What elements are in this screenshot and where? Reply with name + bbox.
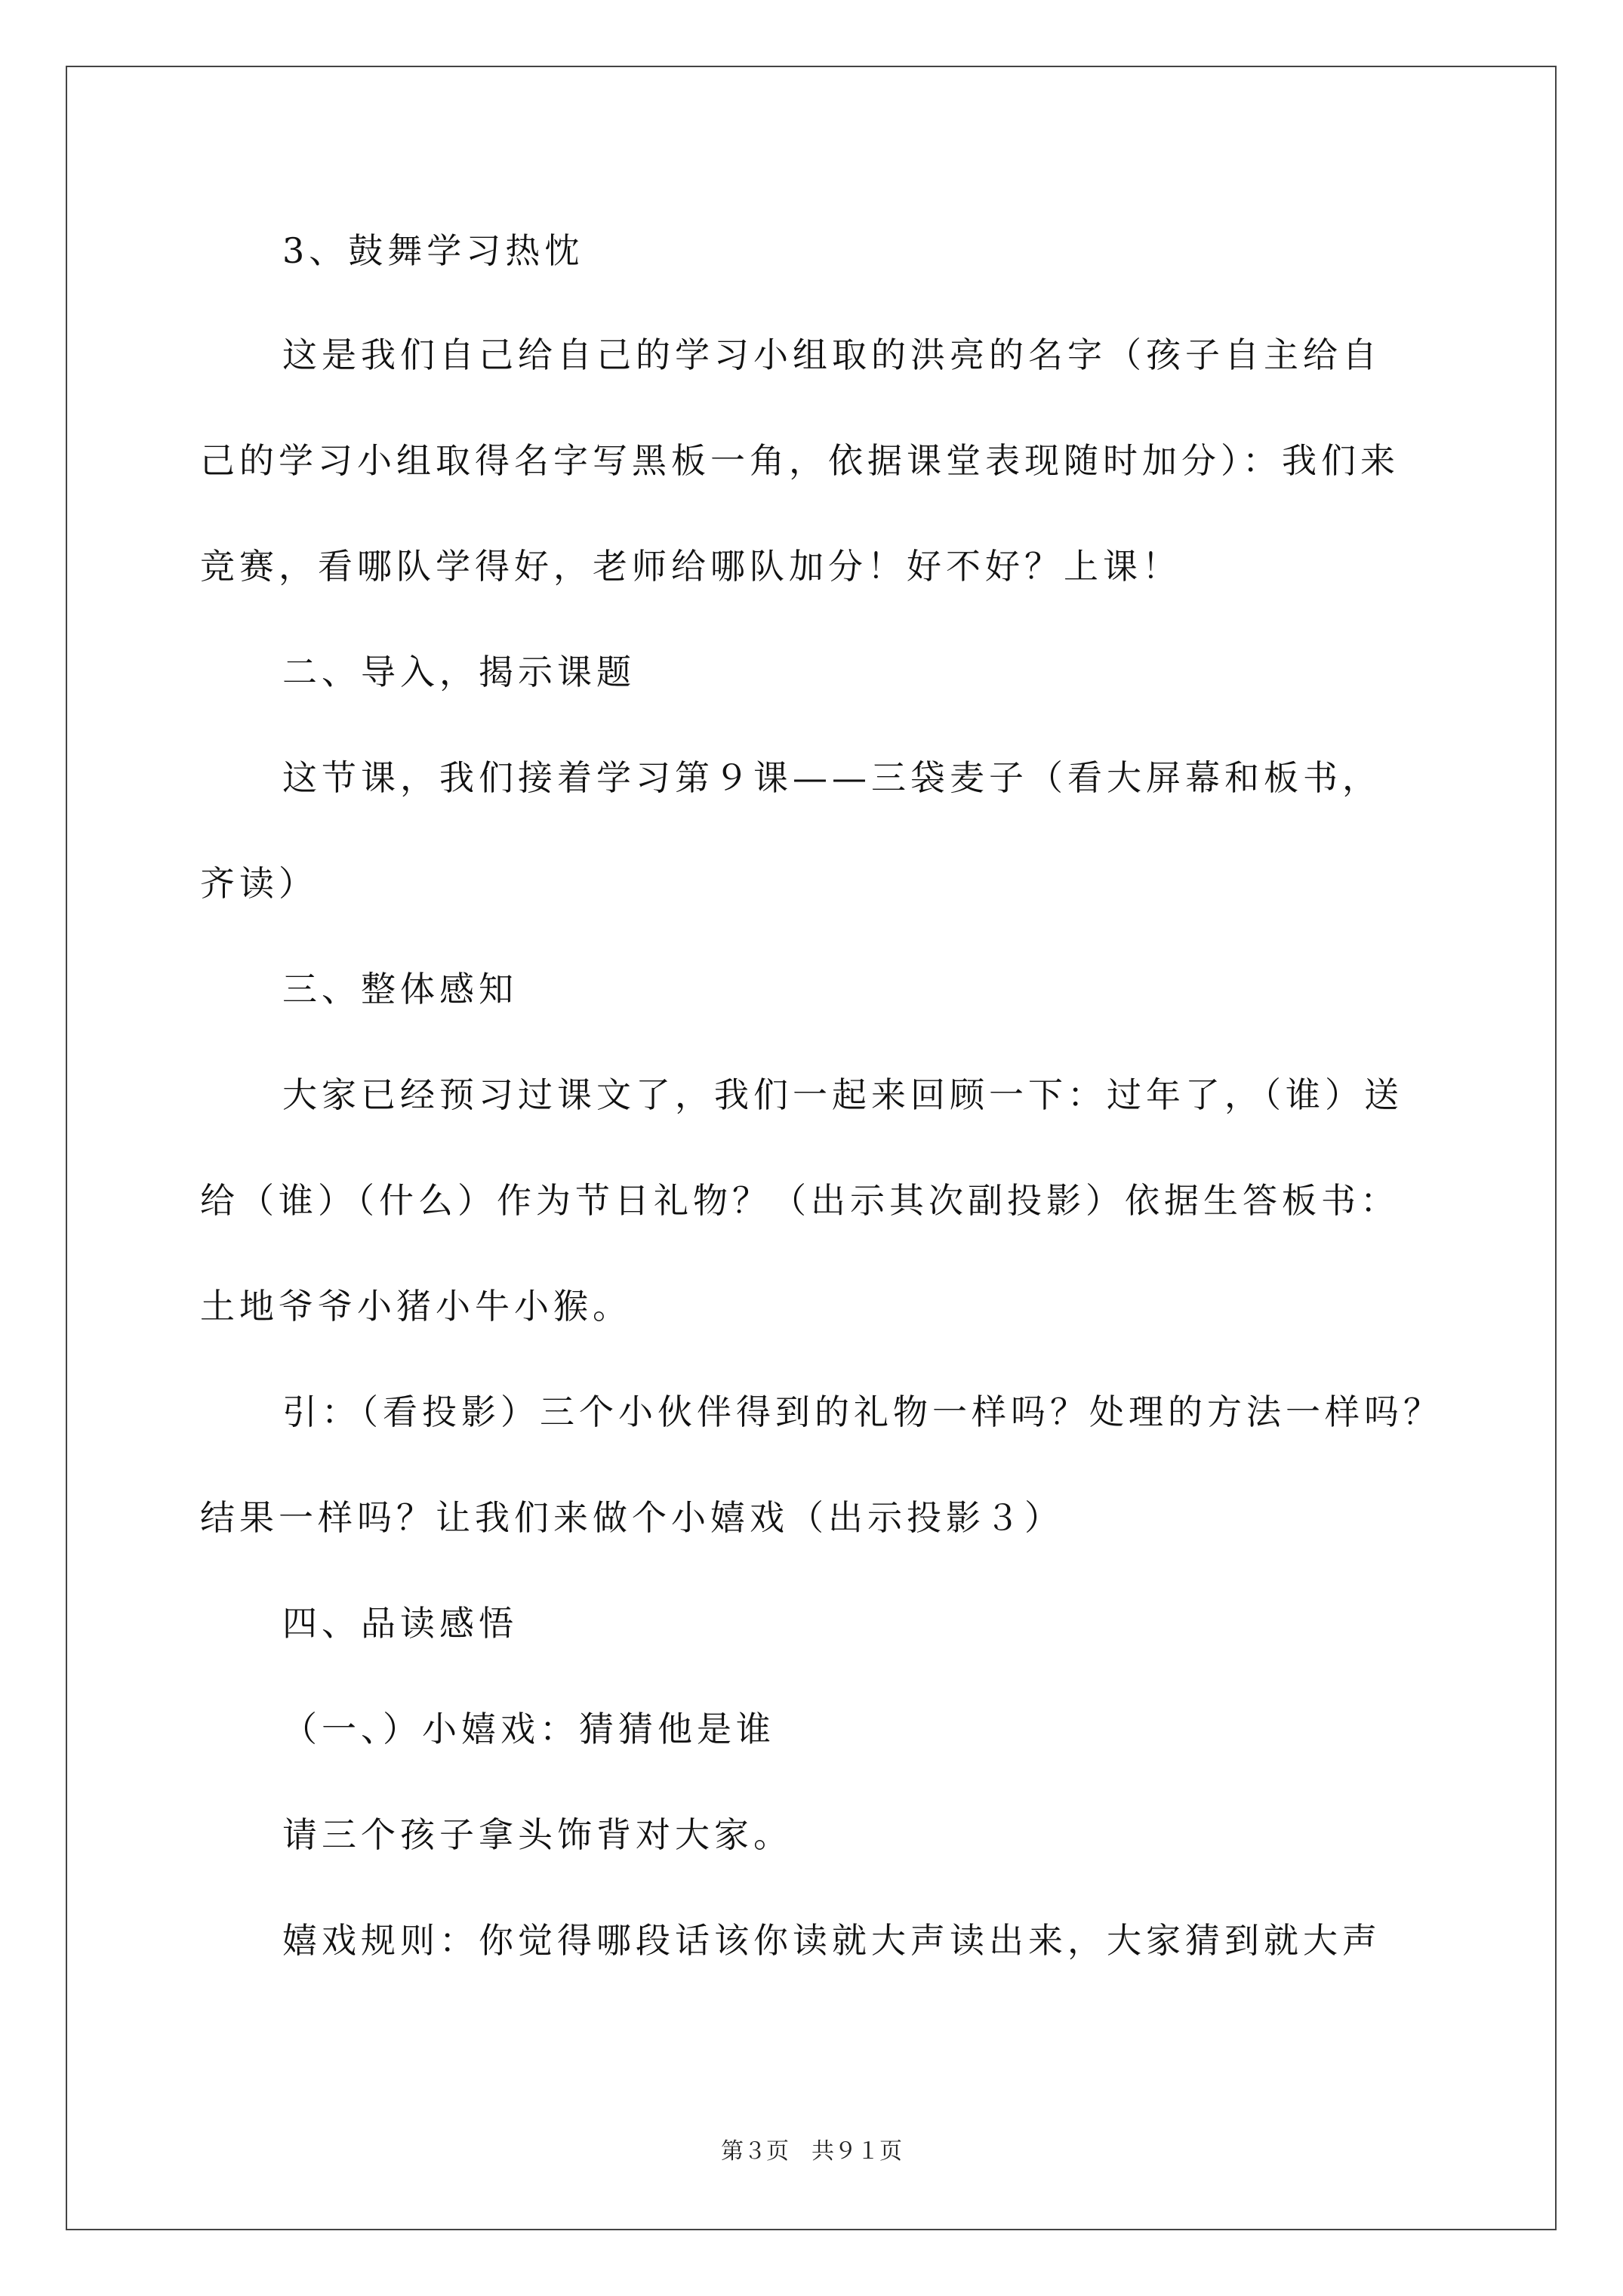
paragraph-line: 土地爷爷小猪小牛小猴。 bbox=[200, 1286, 632, 1327]
paragraph-line: 竞赛，看哪队学得好，老师给哪队加分！好不好？上课！ bbox=[200, 546, 1181, 587]
paragraph-line: 这是我们自己给自己的学习小组取的洪亮的名字（孩子自主给自 bbox=[282, 334, 1381, 375]
page-number: 第３页 共９１页 bbox=[721, 2138, 902, 2165]
section-heading: 3、鼓舞学习热忱 bbox=[282, 230, 584, 271]
paragraph-line: 结果一样吗？让我们来做个小嬉戏（出示投影３） bbox=[200, 1497, 1064, 1538]
section-heading: 二、导入，揭示课题 bbox=[282, 652, 636, 692]
paragraph-line: 大家已经预习过课文了，我们一起来回顾一下：过年了，（谁）送 bbox=[282, 1074, 1403, 1115]
paragraph-line: 齐读） bbox=[200, 863, 318, 904]
paragraph-line: 嬉戏规则：你觉得哪段话该你读就大声读出来，大家猜到就大声 bbox=[282, 1920, 1381, 1961]
page-border bbox=[66, 66, 1557, 2230]
paragraph-line: 请三个孩子拿头饰背对大家。 bbox=[282, 1814, 793, 1855]
paragraph-line: 这节课，我们接着学习第９课——三袋麦子（看大屏幕和板书， bbox=[282, 757, 1381, 798]
subsection-heading: （一、）小嬉戏：猜猜他是谁 bbox=[282, 1709, 775, 1749]
section-heading: 四、品读感悟 bbox=[282, 1603, 518, 1644]
paragraph-line: 给（谁）（什么）作为节日礼物？（出示其次副投影）依据生答板书： bbox=[200, 1180, 1400, 1221]
paragraph-line: 引：（看投影）三个小伙伴得到的礼物一样吗？处理的方法一样吗？ bbox=[282, 1391, 1443, 1432]
section-heading: 三、整体感知 bbox=[282, 969, 518, 1009]
paragraph-line: 己的学习小组取得名字写黑板一角，依据课堂表现随时加分）：我们来 bbox=[200, 440, 1400, 481]
